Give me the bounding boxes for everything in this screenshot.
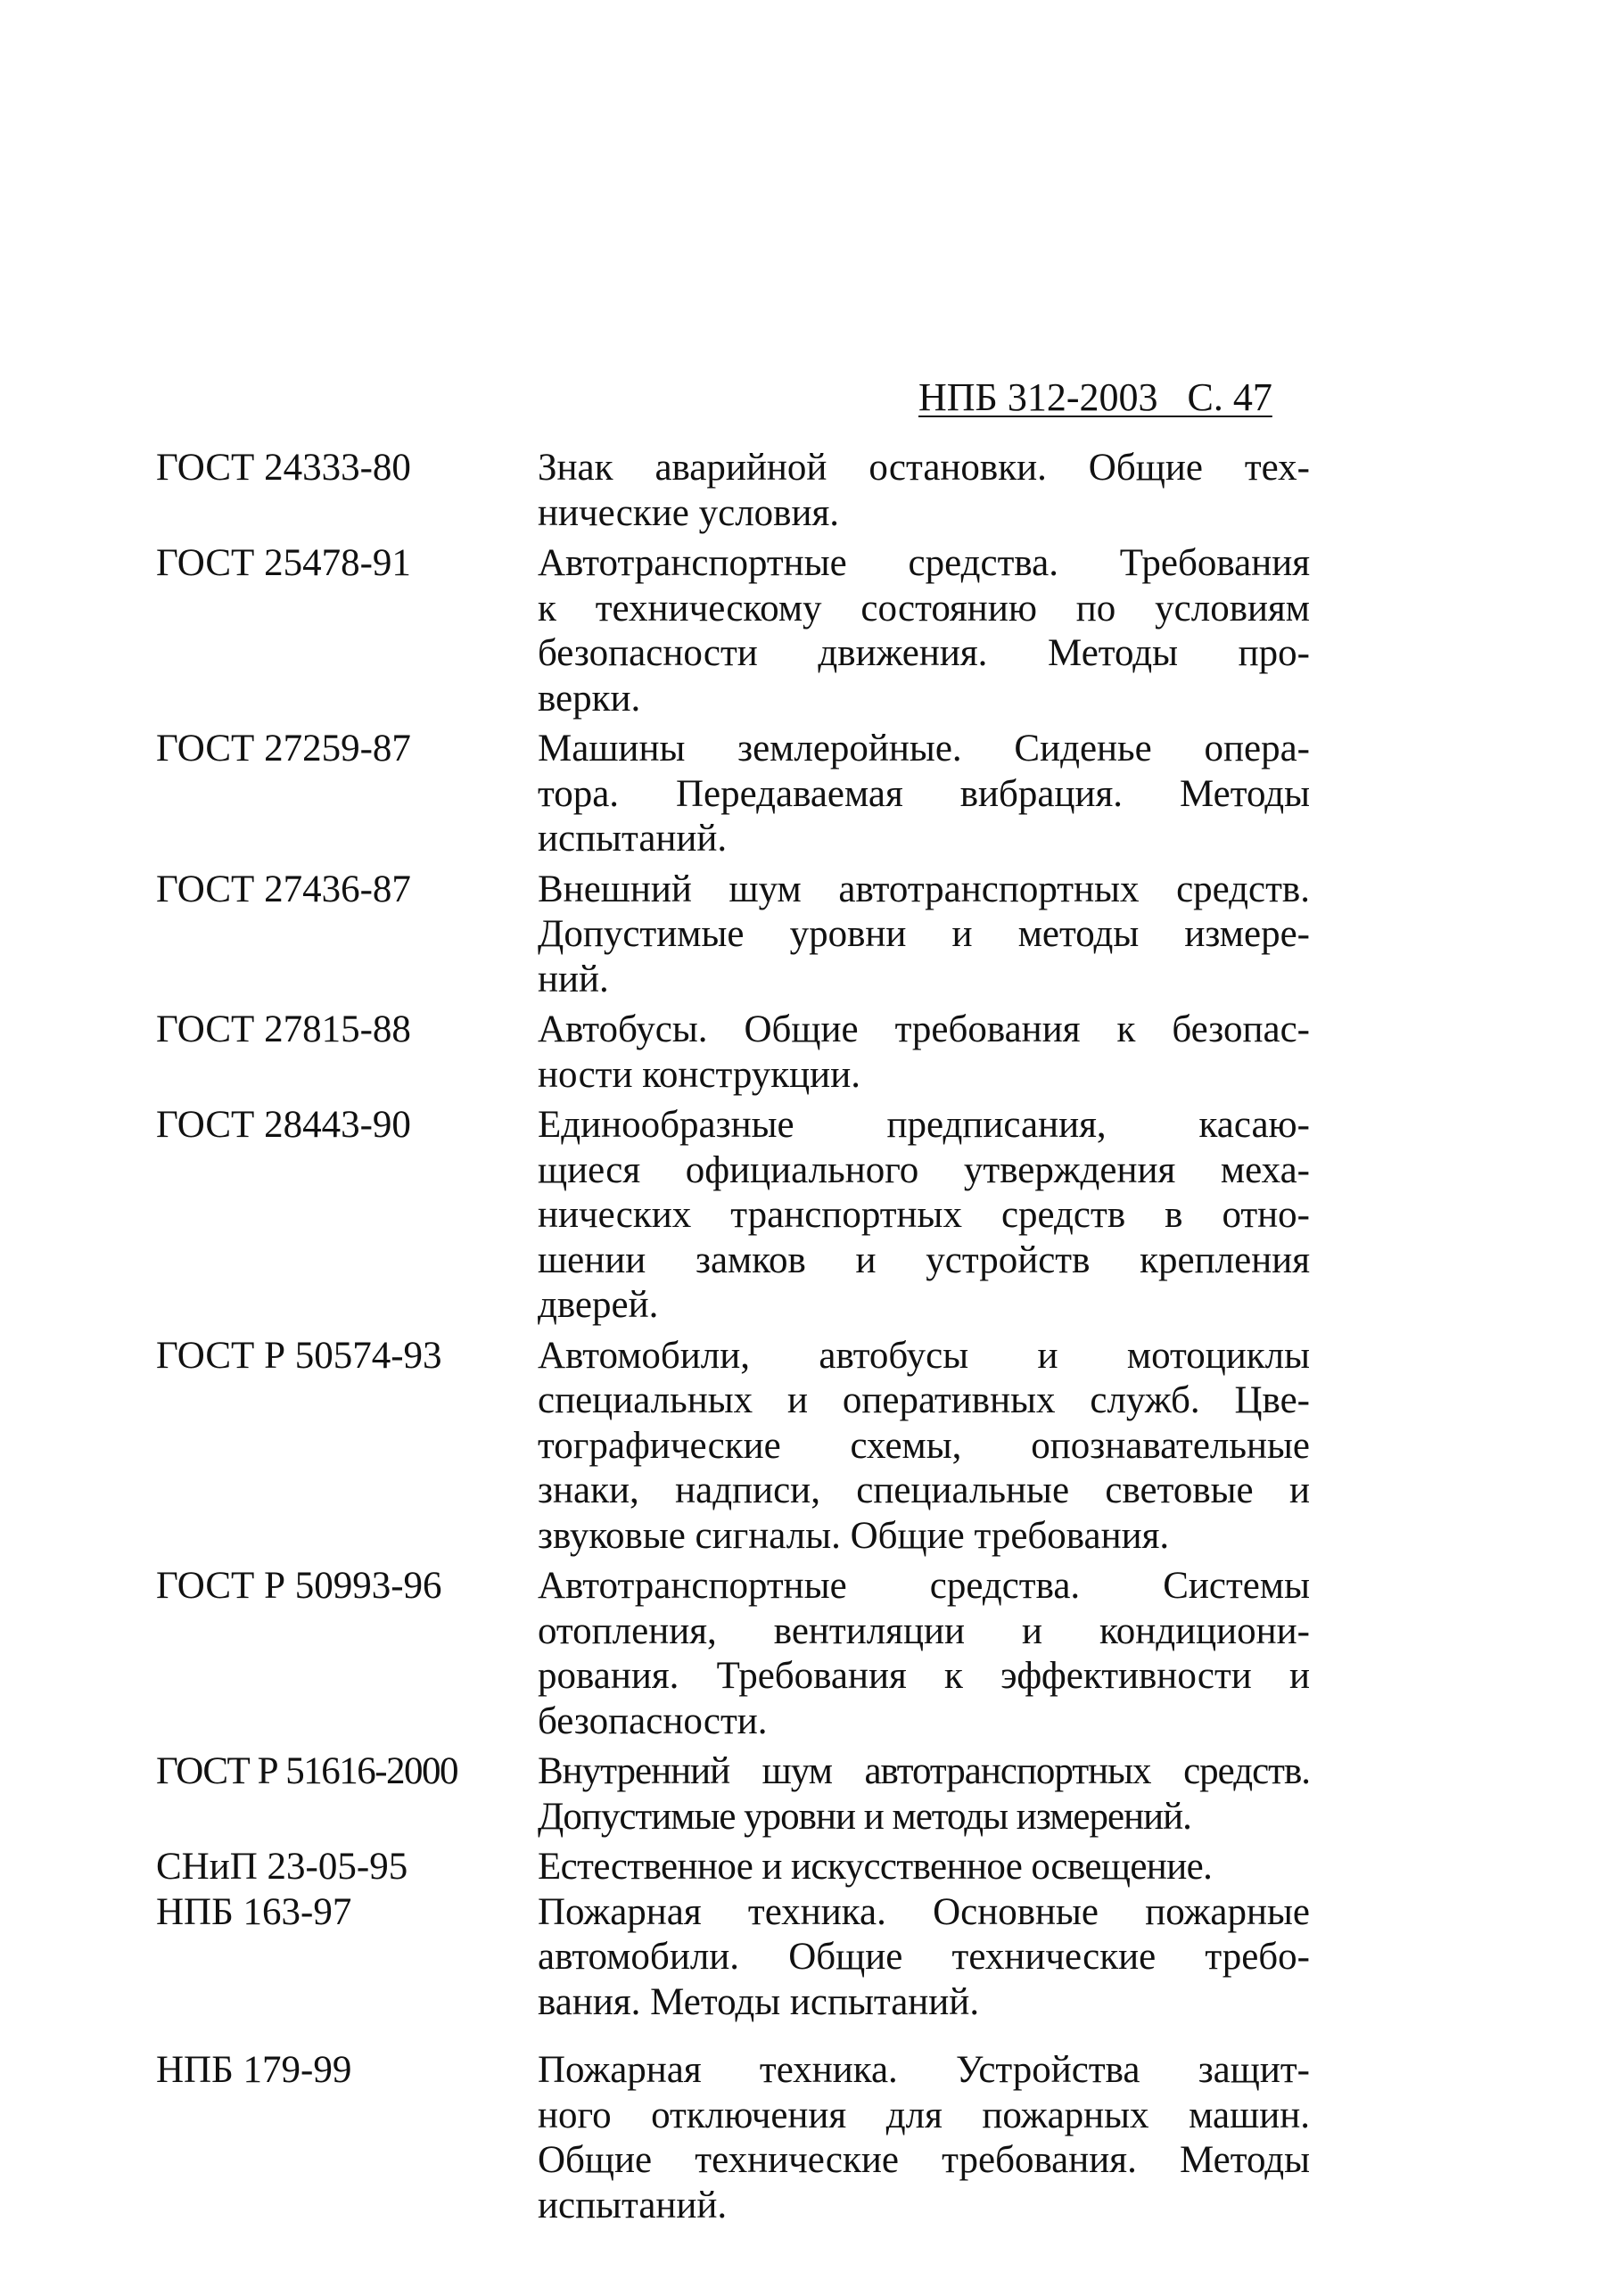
standard-code: ГОСТ 27436-87 bbox=[156, 868, 411, 910]
standard-title: Единообразные предписания, касаю- щиеся официального утверждения меха- нических транспортных средств в отно- шении замков и устройств крепления дверей. bbox=[538, 1104, 1310, 1326]
list-item bbox=[156, 1564, 1315, 1744]
list-item bbox=[156, 1749, 1315, 1839]
list-item bbox=[156, 2048, 1315, 2228]
standard-code: ГОСТ 24333-80 bbox=[156, 447, 411, 489]
standard-title: Внешний шум автотранспортных средств. Допустимые уровни и методы измере- ний. bbox=[538, 868, 1310, 1000]
list-item bbox=[156, 1890, 1315, 2026]
standard-title: Естественное и искусственное освещение. bbox=[538, 1846, 1213, 1888]
standard-code: СНиП 23-05-95 bbox=[156, 1846, 408, 1888]
list-item bbox=[156, 541, 1315, 721]
standard-title: Автобусы. Общие требования к безопас- ности конструкции. bbox=[538, 1008, 1310, 1096]
standard-title: Автотранспортные средства. Требования к техническому состоянию по условиям безопасности движения. Методы про- верки. bbox=[538, 542, 1310, 720]
standard-title: Пожарная техника. Устройства защит- ного отключения для пожарных машин. Общие технические требования. Методы испытаний. bbox=[538, 2049, 1310, 2226]
document-number: НПБ 312-2003 bbox=[918, 375, 1158, 419]
standard-code: ГОСТ 27259-87 bbox=[156, 728, 411, 769]
standard-code: ГОСТ Р 50993-96 bbox=[156, 1565, 442, 1607]
list-item bbox=[156, 727, 1315, 862]
page-number: С. 47 bbox=[1187, 375, 1272, 419]
standard-title: Автомобили, автобусы и мотоциклы специальных и оперативных служб. Цве- тографические схемы, опознавательные знаки, надписи, специальные световые и звуковые сигналы. Общие требования. bbox=[538, 1334, 1310, 1557]
standard-code: ГОСТ Р 50574-93 bbox=[156, 1334, 442, 1377]
standard-title: Внутренний шум автотранспортных средств. Допустимые уровни и методы измерений. bbox=[538, 1750, 1310, 1838]
list-item bbox=[156, 1103, 1315, 1329]
running-header bbox=[918, 373, 1272, 423]
standard-code: НПБ 179-99 bbox=[156, 2049, 352, 2091]
standard-title: Машины землеройные. Сиденье опера- тора. Передаваемая вибрация. Методы испытаний. bbox=[538, 728, 1310, 860]
standard-code: ГОСТ 28443-90 bbox=[156, 1104, 411, 1146]
list-item bbox=[156, 1845, 1315, 1890]
standard-code: ГОСТ 27815-88 bbox=[156, 1008, 411, 1050]
list-item bbox=[156, 446, 1315, 536]
standards-list bbox=[156, 446, 1315, 2228]
standard-title: Пожарная техника. Основные пожарные автомобили. Общие технические требо- вания. Методы испытаний. bbox=[538, 1890, 1310, 2023]
list-item bbox=[156, 1334, 1315, 1559]
standard-title: Знак аварийной остановки. Общие тех- нические условия. bbox=[538, 447, 1310, 534]
standard-code: ГОСТ Р 51616-2000 bbox=[156, 1750, 458, 1792]
list-item bbox=[156, 1008, 1315, 1098]
standard-title: Автотранспортные средства. Системы отопления, вентиляции и кондициони- рования. Требования к эффективности и безопасности. bbox=[538, 1565, 1310, 1742]
standard-code: ГОСТ 25478-91 bbox=[156, 542, 411, 584]
list-item bbox=[156, 868, 1315, 1003]
standard-code: НПБ 163-97 bbox=[156, 1890, 352, 1933]
